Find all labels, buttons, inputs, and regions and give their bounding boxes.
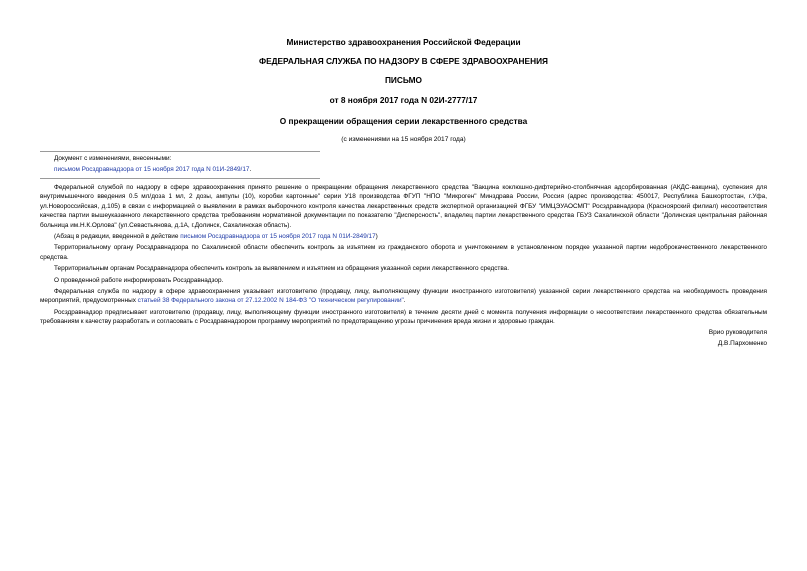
measures-suffix: . xyxy=(403,297,406,305)
doc-title: О прекращении обращения серии лекарственного средства xyxy=(279,116,528,126)
changes-note-line xyxy=(54,165,251,174)
changes-top-divider xyxy=(40,151,320,152)
changes-note-label: Документ с изменениями, внесенными: xyxy=(54,155,172,162)
edition-note-prefix: (Абзац в редакции, введенной в действие xyxy=(54,233,181,241)
paragraph-manufacturer-measures xyxy=(40,287,767,306)
signature-position: Врио руководителя xyxy=(708,329,767,336)
ministry-heading: Министерство здравоохранения Российской Федерации xyxy=(286,37,521,47)
paragraph-decision: Федеральной службой по надзору в сфере здравоохранения принято решение о прекращении обращения лекарственного средства "Вакцина коклюшно-дифтерийно-столбнячная адсорбированная (АКДС-вакцина), суспензия для внутримышечного введения 0.5 мл/доза 1 мл, 2 дозы, ампулы (10), коробки картонные" серии У18 производства ФГУП "НПО "Микроген" Минздрава России, Россия (адрес производства: 450017, Республика Башкортостан, г.Уфа, ул.Новороссийская, д.105) в связи с информацией о выявлении в рамках выборочного контроля качества лекарственных средств экспертной организацией ФГБУ "ИМЦЭУАОСМП" Росздравнадзора (Красноярский филиал) несоответствия качества партии вышеуказанного лекарственного средства требованиям нормативной документации по показателю "Дисперсность", владелец партии лекарственного средства ГБУЗ Сахалинской области "Долинская центральная районная больница им.Н.К.Орлова" (ул.Севастьянова, д.1А, г.Долинск, Сахалинская область). xyxy=(40,184,767,229)
law-article-link[interactable]: статьей 38 Федерального закона от 27.12.2002 N 184-ФЗ "О техническом регулировании" xyxy=(137,297,404,305)
edition-note-suffix: ) xyxy=(375,233,378,241)
paragraph-territorial-control: Территориальным органам Росздравнадзора обеспечить контроль за выявлением и изъятием из обращения указанной серии лекарственного средства. xyxy=(54,265,510,273)
paragraph-inform: О проведенной работе информировать Росздравнадзор. xyxy=(54,276,224,284)
paragraph-program: Росздравнадзор предписывает изготовителю (продавцу, лицу, выполняющему функции иностранного изготовителя) в течение десяти дней с момента получения информации о несоответствии лекарственного средства обязательным требованиям к качеству разработать и согласовать с Росздравнадзором программу мероприятий по предотвращению угрозы причинения вреда жизни и здоровью граждан. xyxy=(40,308,767,326)
changes-bottom-divider xyxy=(40,178,320,179)
service-heading: ФЕДЕРАЛЬНАЯ СЛУЖБА ПО НАДЗОРУ В СФЕРЕ ЗДРАВООХРАНЕНИЯ xyxy=(259,56,548,66)
paragraph-sakhalin-control: Территориальному органу Росздравнадзора по Сахалинской области обеспечить контроль за изъятием из гражданского оборота и уничтожением в установленном порядке указанной партии недоброкачественного лекарственного средства. xyxy=(40,244,767,261)
signature-name: Д.В.Пархоменко xyxy=(717,340,767,347)
letter-body xyxy=(40,183,767,329)
paragraph-edition-note xyxy=(40,232,767,241)
changes-link[interactable]: письмом Росздравнадзора от 15 ноября 2017 года N 01И-2849/17 xyxy=(54,166,250,173)
edition-note: (с изменениями на 15 ноября 2017 года) xyxy=(341,136,466,143)
doc-type-heading: ПИСЬМО xyxy=(384,75,423,85)
edition-note-link[interactable]: письмом Росздравнадзора от 15 ноября 2017 года N 01И-2849/17 xyxy=(180,233,376,241)
doc-date-number: от 8 ноября 2017 года N 02И-2777/17 xyxy=(329,95,478,105)
measures-prefix: Федеральная служба по надзору в сфере здравоохранения указывает изготовителю (продавцу, лицу, выполняющему функции иностранного изготовителя) указанной серии лекарственного средства на необходимость проведения мероприятий, предусмотренных xyxy=(40,288,767,305)
changes-link-suffix: . xyxy=(249,166,252,173)
